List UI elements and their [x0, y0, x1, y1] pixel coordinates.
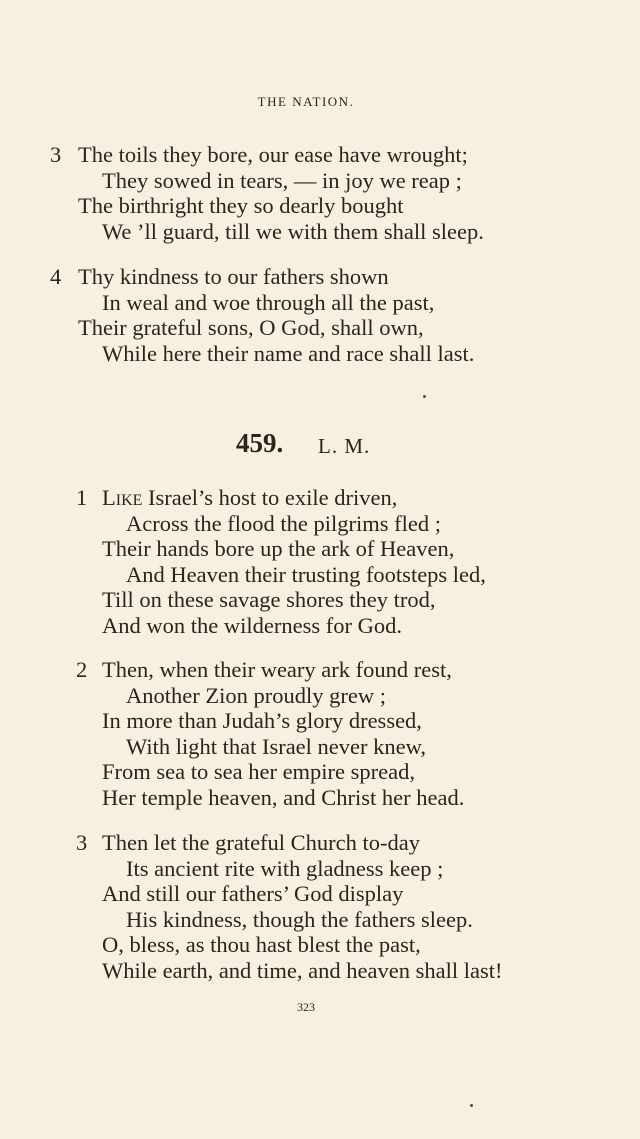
stanza-number: 1 [76, 485, 88, 510]
verse-line: From sea to sea her empire spread, [102, 759, 416, 784]
verse-line: While here their name and race shall last. [102, 340, 475, 366]
stanza-line [0, 958, 640, 984]
stanza-line [0, 759, 640, 785]
hymn-stanza-1 [0, 485, 640, 638]
verse-line: And Heaven their trusting footsteps led, [126, 561, 486, 587]
verse-line: And still our fathers’ God display [102, 881, 404, 906]
stanza-number: 3 [76, 830, 88, 855]
hymn-stanza-2 [0, 657, 640, 810]
verse-line: Its ancient rite with gladness keep ; [126, 855, 444, 881]
verse-line: While earth, and time, and heaven shall last! [102, 957, 503, 983]
page-number: 323 [297, 1000, 315, 1014]
verse-line: His kindness, though the fathers sleep. [126, 906, 473, 932]
stanza-line [0, 830, 640, 856]
stanza-line [0, 341, 640, 367]
stanza-number: 3 [50, 142, 62, 167]
stanza-line [0, 142, 640, 168]
verse-line: Across the flood the pilgrims fled ; [126, 510, 441, 536]
stanza-line [0, 168, 640, 194]
stanza-line [0, 932, 640, 958]
stanza-line [0, 587, 640, 613]
stanza-line [0, 536, 640, 562]
stanza-line [0, 708, 640, 734]
stanza-line [0, 193, 640, 219]
stanza-line [0, 511, 640, 537]
verse-line: Their hands bore up the ark of Heaven, [102, 536, 455, 561]
stanza-line [0, 613, 640, 639]
verse-line: Another Zion proudly grew ; [126, 682, 386, 708]
verse-line: The birthright they so dearly bought [78, 193, 404, 218]
hymn-meter: L. M. [318, 434, 371, 458]
verse-line: With light that Israel never knew, [126, 733, 427, 759]
verse-line [102, 485, 397, 511]
verse-line: Their grateful sons, O God, shall own, [78, 315, 424, 340]
verse-line: They sowed in tears, — in joy we reap ; [102, 167, 462, 193]
first-line-text: Israel’s host to exile driven, [142, 485, 398, 510]
prev-hymn-stanza-3 [0, 142, 640, 244]
stanza-number: 4 [50, 264, 62, 289]
stanza-line [0, 734, 640, 760]
stanza-line [0, 881, 640, 907]
verse-line: Then let the grateful Church to-day [102, 830, 421, 855]
stanza-line [0, 290, 640, 316]
verse-line: We ’ll guard, till we with them shall sleep. [102, 218, 484, 244]
verse-line: Her temple heaven, and Christ her head. [102, 784, 465, 810]
stanza-line [0, 264, 640, 290]
verse-line: Then, when their weary ark found rest, [102, 657, 452, 682]
stanza-line [0, 785, 640, 811]
stanza-line [0, 315, 640, 341]
stanza-number: 2 [76, 657, 88, 682]
stanza-line [0, 657, 640, 683]
stanza-line [0, 219, 640, 245]
verse-line: In more than Judah’s glory dressed, [102, 708, 422, 733]
verse-line: In weal and woe through all the past, [102, 289, 435, 315]
verse-line: O, bless, as thou hast blest the past, [102, 932, 421, 957]
stanza-line [0, 683, 640, 709]
verse-line: Thy kindness to our fathers shown [78, 264, 389, 289]
stanza-line [0, 562, 640, 588]
initial-word: Like [102, 485, 143, 510]
running-head: THE NATION. [257, 94, 355, 109]
verse-line: Till on these savage shores they trod, [102, 587, 436, 612]
stanza-line [0, 856, 640, 882]
print-speck [423, 395, 426, 398]
verse-line: The toils they bore, our ease have wrought; [78, 142, 468, 167]
print-speck [470, 1104, 473, 1107]
prev-hymn-stanza-4 [0, 264, 640, 366]
stanza-line [0, 907, 640, 933]
stanza-line [0, 485, 640, 511]
verse-line: And won the wilderness for God. [102, 612, 402, 638]
hymn-number: 459. [236, 428, 284, 458]
hymn-stanza-3 [0, 830, 640, 983]
